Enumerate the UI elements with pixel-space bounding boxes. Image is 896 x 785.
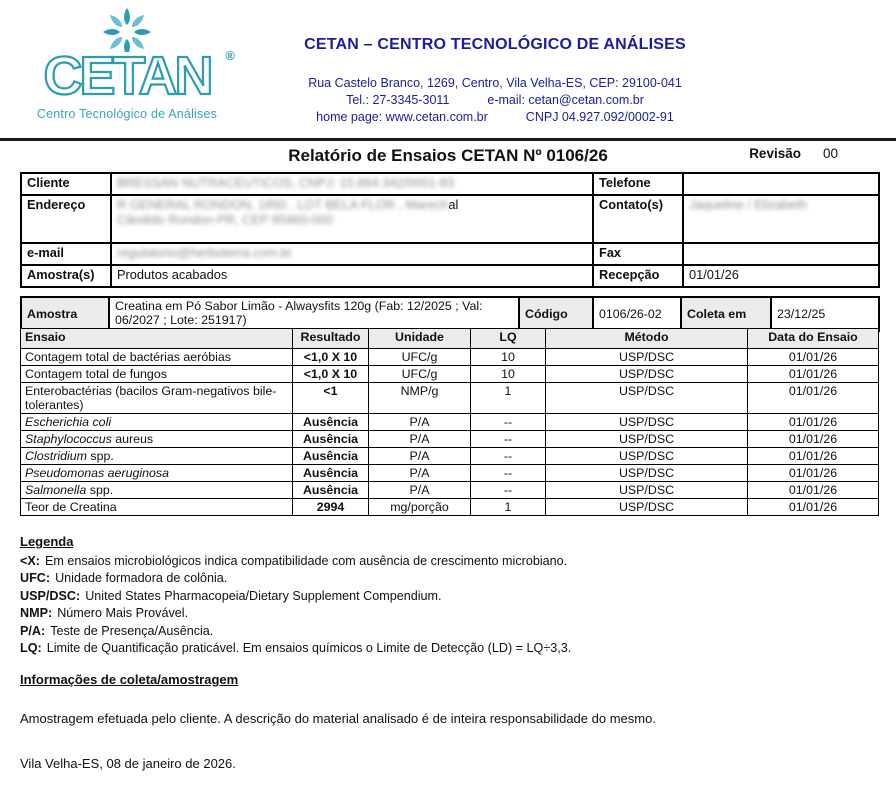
legend-item: UFC: Unidade formadora de colônia. <box>20 571 228 586</box>
cell-metodo: USP/DSC <box>546 465 748 482</box>
sampling-text: Amostragem efetuada pelo cliente. A descrição do material analisado é de inteira responsabilidade do mesmo. <box>20 711 656 726</box>
cell-resultado: <1,0 X 10 <box>293 366 369 383</box>
results-table <box>20 328 879 516</box>
fax-value <box>683 243 879 265</box>
cliente-value: BRESSAN NUTRACEUTICOS, CNPJ: 15.864.342/0001-83 <box>111 173 593 195</box>
cell-metodo: USP/DSC <box>546 414 748 431</box>
revision <box>749 146 838 161</box>
svg-text:CETAN: CETAN <box>43 46 211 106</box>
cell-ensaio: Pseudomonas aeruginosa <box>21 465 293 482</box>
header-lq: LQ <box>471 329 546 349</box>
legend-term: UFC: <box>20 571 51 586</box>
result-row <box>21 383 879 414</box>
legend-item: P/A: Teste de Presença/Ausência. <box>20 623 214 638</box>
legend-item: <X: Em ensaios microbiológicos indica compatibilidade com ausência de crescimento microbiano. <box>20 554 568 568</box>
cell-unidade: P/A <box>369 431 471 448</box>
legend-term: NMP: <box>20 606 53 621</box>
cell-resultado: Ausência <box>293 448 369 465</box>
cell-unidade: mg/porção <box>369 499 471 516</box>
cell-ensaio: Contagem total de fungos <box>21 366 293 383</box>
cell-ensaio: Enterobactérias (bacilos Gram-negativos bile-tolerantes) <box>21 383 293 414</box>
cell-metodo: USP/DSC <box>546 431 748 448</box>
result-row <box>21 465 879 482</box>
cell-metodo: USP/DSC <box>546 448 748 465</box>
cell-unidade: UFC/g <box>369 366 471 383</box>
org-cnpj: CNPJ 04.927.092/0002-91 <box>525 110 674 124</box>
sample-id-table <box>20 296 880 332</box>
cell-resultado: <1,0 X 10 <box>293 349 369 366</box>
endereco-value: R GENERAL RONDON, 1850 , LOT BELA FLOR , Marechal Cândido Rondon-PR, CEP 85960-000 <box>111 195 593 243</box>
email-row <box>21 243 879 265</box>
codigo-label: Código <box>519 297 593 331</box>
cell-data: 01/01/26 <box>748 366 879 383</box>
cell-lq: -- <box>471 414 546 431</box>
email-value: regulatorio@herboterra.com.br <box>111 243 593 265</box>
client-info-table <box>20 172 880 288</box>
client-row <box>21 173 879 195</box>
cell-resultado: Ausência <box>293 465 369 482</box>
cell-lq: -- <box>471 431 546 448</box>
cell-ensaio: Teor de Creatina <box>21 499 293 516</box>
result-row <box>21 366 879 383</box>
header-unidade: Unidade <box>369 329 471 349</box>
amostra-description: Creatina em Pó Sabor Limão - Alwaysfits 120g (Fab: 12/2025 ; Val: 06/2027 ; Lote: 251917) <box>109 297 519 331</box>
legend-section <box>20 534 876 657</box>
result-row <box>21 482 879 499</box>
cell-data: 01/01/26 <box>748 482 879 499</box>
legend-title: Legenda <box>20 534 74 549</box>
cell-data: 01/01/26 <box>748 431 879 448</box>
title-row <box>0 146 896 174</box>
amostra-label: Amostra <box>21 297 109 331</box>
cell-lq: -- <box>471 482 546 499</box>
cell-resultado: Ausência <box>293 431 369 448</box>
cell-ensaio: Escherichia coli <box>21 414 293 431</box>
legend-term: USP/DSC: <box>20 588 81 603</box>
cell-metodo: USP/DSC <box>546 366 748 383</box>
result-row <box>21 499 879 516</box>
recepcao-label: Recepção <box>593 265 683 287</box>
cell-metodo: USP/DSC <box>546 383 748 414</box>
cell-resultado: <1 <box>293 383 369 414</box>
header-resultado: Resultado <box>293 329 369 349</box>
endereco-label: Endereço <box>21 195 111 243</box>
cell-unidade: P/A <box>369 448 471 465</box>
cell-unidade: P/A <box>369 465 471 482</box>
coleta-value: 23/12/25 <box>771 297 879 331</box>
telefone-label: Telefone <box>593 173 683 195</box>
amostras-value: Produtos acabados <box>111 265 593 287</box>
header-metodo: Método <box>546 329 748 349</box>
legend-term: <X: <box>20 554 40 568</box>
cetan-wordmark <box>33 46 221 106</box>
recepcao-value: 01/01/26 <box>683 265 879 287</box>
org-email: e-mail: cetan@cetan.com.br <box>487 93 644 107</box>
letterhead-text <box>260 6 730 132</box>
sampling-section <box>20 672 876 726</box>
legend-list <box>20 553 876 657</box>
cell-ensaio: Contagem total de bactérias aeróbias <box>21 349 293 366</box>
logo-tagline: Centro Tecnológico de Análises <box>36 107 218 121</box>
org-address: Rua Castelo Branco, 1269, Centro, Vila Velha-ES, CEP: 29100-041 <box>308 76 682 90</box>
legend-term: P/A: <box>20 623 46 638</box>
result-row <box>21 431 879 448</box>
registered-mark-icon: ® <box>225 48 235 63</box>
cell-ensaio: Staphylococcus aureus <box>21 431 293 448</box>
cell-lq: -- <box>471 465 546 482</box>
address-row <box>21 195 879 243</box>
cell-resultado: 2994 <box>293 499 369 516</box>
cell-resultado: Ausência <box>293 482 369 499</box>
header-divider <box>0 138 896 141</box>
cell-data: 01/01/26 <box>748 499 879 516</box>
cell-lq: 10 <box>471 349 546 366</box>
cell-data: 01/01/26 <box>748 465 879 482</box>
cell-ensaio: Salmonella spp. <box>21 482 293 499</box>
legend-term: LQ: <box>20 641 42 656</box>
legend-item: NMP: Número Mais Provável. <box>20 606 189 621</box>
cliente-label: Cliente <box>21 173 111 195</box>
fax-label: Fax <box>593 243 683 265</box>
cell-unidade: UFC/g <box>369 349 471 366</box>
cell-ensaio: Clostridium spp. <box>21 448 293 465</box>
legend-item: LQ: Limite de Quantificação praticável. Em ensaios químicos o Limite de Detecção (LD) = LQ÷3,3. <box>20 641 572 656</box>
cell-metodo: USP/DSC <box>546 482 748 499</box>
sample-type-row <box>21 265 879 287</box>
contatos-label: Contato(s) <box>593 195 683 243</box>
result-row <box>21 414 879 431</box>
cell-metodo: USP/DSC <box>546 499 748 516</box>
sample-id-row <box>21 297 879 331</box>
result-row <box>21 448 879 465</box>
org-phone: Tel.: 27-3345-3011 <box>346 93 450 107</box>
place-date: Vila Velha-ES, 08 de janeiro de 2026. <box>20 756 236 771</box>
cell-lq: 1 <box>471 383 546 414</box>
org-homepage: home page: www.cetan.com.br <box>316 110 488 124</box>
cell-unidade: P/A <box>369 482 471 499</box>
cell-unidade: NMP/g <box>369 383 471 414</box>
codigo-value: 0106/26-02 <box>593 297 681 331</box>
header-ensaio: Ensaio <box>21 329 293 349</box>
cell-data: 01/01/26 <box>748 383 879 414</box>
cell-lq: -- <box>471 448 546 465</box>
results-header-row <box>21 329 879 349</box>
cell-data: 01/01/26 <box>748 448 879 465</box>
cell-resultado: Ausência <box>293 414 369 431</box>
report-title: Relatório de Ensaios CETAN Nº 0106/26 <box>288 146 608 165</box>
cell-unidade: P/A <box>369 414 471 431</box>
revision-label: Revisão <box>749 146 801 161</box>
sampling-title: Informações de coleta/amostragem <box>20 672 239 687</box>
legend-item: USP/DSC: United States Pharmacopeia/Dietary Supplement Compendium. <box>20 588 442 603</box>
results-body <box>21 349 879 516</box>
revision-value: 00 <box>822 146 838 161</box>
coleta-label: Coleta em <box>681 297 771 331</box>
cell-data: 01/01/26 <box>748 349 879 366</box>
letterhead <box>0 0 896 132</box>
telefone-value <box>683 173 879 195</box>
cell-lq: 10 <box>471 366 546 383</box>
cell-lq: 1 <box>471 499 546 516</box>
amostras-label: Amostra(s) <box>21 265 111 287</box>
cell-data: 01/01/26 <box>748 414 879 431</box>
org-title: CETAN – CENTRO TECNOLÓGICO DE ANÁLISES <box>304 36 686 53</box>
email-label: e-mail <box>21 243 111 265</box>
cell-metodo: USP/DSC <box>546 349 748 366</box>
cetan-logo <box>16 6 238 132</box>
contatos-value: Jaqueline / Elizabeth <box>683 195 879 243</box>
result-row <box>21 349 879 366</box>
header-data: Data do Ensaio <box>748 329 879 349</box>
